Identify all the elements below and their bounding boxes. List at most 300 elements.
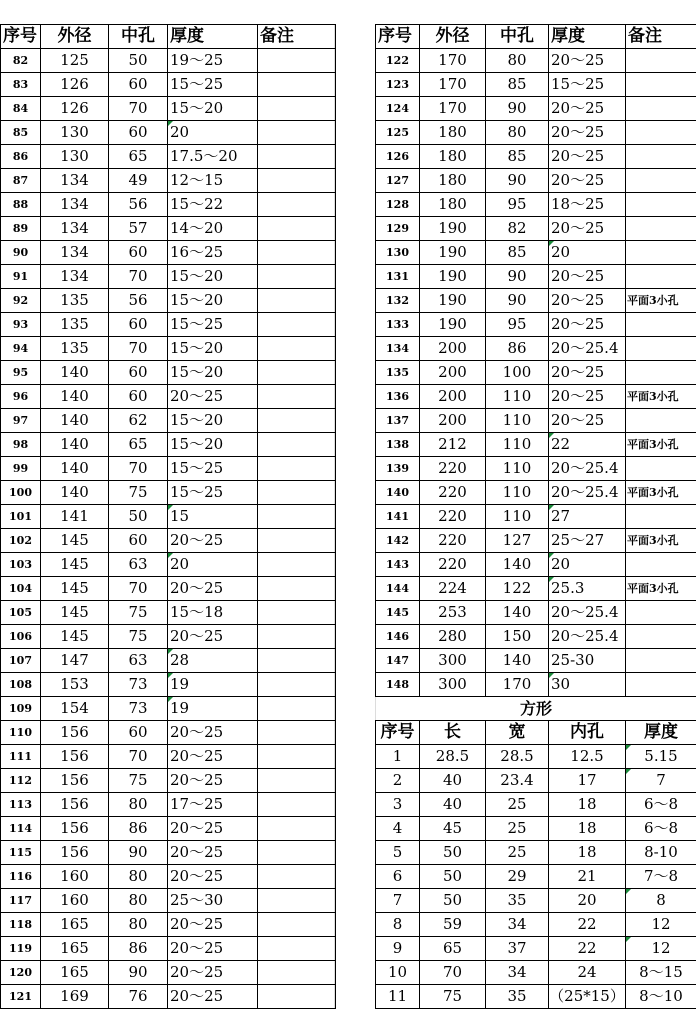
cell-seq: 137 — [376, 409, 420, 433]
cell-hole: 150 — [486, 625, 549, 649]
table-row — [1, 961, 336, 985]
cell-note — [258, 73, 336, 97]
cell-thickness: 20～25 — [549, 217, 626, 241]
cell-outer: 220 — [420, 481, 486, 505]
cell-hole: 70 — [109, 97, 168, 121]
cell-note — [626, 193, 696, 217]
cell-outer: 160 — [41, 889, 109, 913]
table-row — [1, 841, 336, 865]
cell-seq: 116 — [1, 865, 41, 889]
cell-seq: 96 — [1, 385, 41, 409]
cell-outer: 200 — [420, 409, 486, 433]
cell-outer: 180 — [420, 121, 486, 145]
cell-outer: 224 — [420, 577, 486, 601]
cell-hole: 90 — [109, 961, 168, 985]
cell-seq: 130 — [376, 241, 420, 265]
square-cell-length: 28.5 — [420, 745, 486, 769]
left-parts-table — [0, 24, 336, 1009]
cell-note: 平面3小孔 — [626, 385, 696, 409]
cell-outer: 135 — [41, 313, 109, 337]
cell-hole: 73 — [109, 697, 168, 721]
square-cell-seq: 2 — [376, 769, 420, 793]
cell-hole: 60 — [109, 721, 168, 745]
table-row — [376, 193, 696, 217]
square-cell-width: 37 — [486, 937, 549, 961]
cell-seq: 101 — [1, 505, 41, 529]
square-cell-inner-hole: 21 — [549, 865, 626, 889]
cell-note — [258, 457, 336, 481]
cell-seq: 83 — [1, 73, 41, 97]
square-column-header: 序号 — [376, 721, 420, 745]
cell-outer: 130 — [41, 121, 109, 145]
table-row — [1, 913, 336, 937]
cell-seq: 84 — [1, 97, 41, 121]
table-row — [1, 193, 336, 217]
cell-hole: 80 — [486, 49, 549, 73]
column-header: 序号 — [376, 25, 420, 49]
column-header: 外径 — [41, 25, 109, 49]
cell-thickness: 20～25 — [168, 913, 258, 937]
cell-note — [626, 169, 696, 193]
cell-outer: 140 — [41, 385, 109, 409]
cell-outer: 220 — [420, 529, 486, 553]
cell-thickness: 20～25 — [168, 625, 258, 649]
cell-note: 平面3小孔 — [626, 481, 696, 505]
cell-note — [258, 97, 336, 121]
cell-thickness: 19～25 — [168, 49, 258, 73]
square-cell-inner-hole: （25*15） — [549, 985, 626, 1009]
cell-note — [626, 73, 696, 97]
table-row — [1, 577, 336, 601]
square-cell-thickness: 6～8 — [626, 817, 696, 841]
table-row — [1, 145, 336, 169]
square-cell-length: 70 — [420, 961, 486, 985]
cell-outer: 140 — [41, 409, 109, 433]
table-row — [1, 241, 336, 265]
cell-outer: 170 — [420, 49, 486, 73]
cell-note — [258, 649, 336, 673]
cell-hole: 56 — [109, 193, 168, 217]
cell-hole: 82 — [486, 217, 549, 241]
cell-thickness: 20～25 — [549, 385, 626, 409]
square-cell-width: 34 — [486, 961, 549, 985]
cell-note — [258, 913, 336, 937]
cell-thickness: 28 — [168, 649, 258, 673]
square-cell-seq: 10 — [376, 961, 420, 985]
table-row — [376, 169, 696, 193]
cell-outer: 145 — [41, 553, 109, 577]
cell-hole: 60 — [109, 241, 168, 265]
cell-seq: 98 — [1, 433, 41, 457]
square-table-row — [376, 817, 696, 841]
square-cell-width: 28.5 — [486, 745, 549, 769]
cell-outer: 220 — [420, 553, 486, 577]
cell-seq: 91 — [1, 265, 41, 289]
cell-thickness: 20～25.4 — [549, 601, 626, 625]
cell-thickness: 20～25 — [168, 745, 258, 769]
cell-hole: 60 — [109, 361, 168, 385]
cell-hole: 110 — [486, 481, 549, 505]
cell-thickness: 16～25 — [168, 241, 258, 265]
cell-outer: 170 — [420, 97, 486, 121]
square-table-row — [376, 793, 696, 817]
cell-thickness: 20～25 — [168, 385, 258, 409]
cell-hole: 127 — [486, 529, 549, 553]
cell-thickness: 15～20 — [168, 97, 258, 121]
cell-seq: 95 — [1, 361, 41, 385]
cell-hole: 56 — [109, 289, 168, 313]
cell-hole: 110 — [486, 505, 549, 529]
cell-thickness: 20～25.4 — [549, 457, 626, 481]
cell-thickness: 25.3 — [549, 577, 626, 601]
cell-hole: 57 — [109, 217, 168, 241]
square-table-row — [376, 865, 696, 889]
cell-hole: 90 — [486, 169, 549, 193]
cell-thickness: 20～25 — [549, 361, 626, 385]
cell-hole: 60 — [109, 121, 168, 145]
table-row — [1, 457, 336, 481]
cell-seq: 147 — [376, 649, 420, 673]
table-row — [1, 865, 336, 889]
column-header: 备注 — [258, 25, 336, 49]
square-column-header: 内孔 — [549, 721, 626, 745]
cell-outer: 140 — [41, 361, 109, 385]
header-row — [376, 25, 696, 49]
table-row — [1, 817, 336, 841]
cell-seq: 145 — [376, 601, 420, 625]
cell-outer: 130 — [41, 145, 109, 169]
cell-thickness: 15～20 — [168, 361, 258, 385]
table-row — [1, 553, 336, 577]
cell-thickness: 30 — [549, 673, 626, 697]
square-cell-inner-hole: 18 — [549, 817, 626, 841]
cell-note — [626, 673, 696, 697]
cell-hole: 60 — [109, 529, 168, 553]
right-parts-table — [375, 24, 696, 1009]
cell-seq: 82 — [1, 49, 41, 73]
cell-seq: 127 — [376, 169, 420, 193]
square-column-header: 宽 — [486, 721, 549, 745]
cell-thickness: 20～25 — [549, 409, 626, 433]
square-cell-width: 34 — [486, 913, 549, 937]
cell-note: 平面3小孔 — [626, 529, 696, 553]
cell-hole: 70 — [109, 745, 168, 769]
cell-seq: 88 — [1, 193, 41, 217]
cell-outer: 134 — [41, 217, 109, 241]
cell-thickness: 15～25 — [549, 73, 626, 97]
cell-outer: 126 — [41, 73, 109, 97]
table-row — [1, 889, 336, 913]
cell-outer: 200 — [420, 337, 486, 361]
cell-outer: 156 — [41, 793, 109, 817]
column-header: 序号 — [1, 25, 41, 49]
cell-seq: 122 — [376, 49, 420, 73]
cell-seq: 109 — [1, 697, 41, 721]
cell-note: 平面3小孔 — [626, 289, 696, 313]
cell-seq: 104 — [1, 577, 41, 601]
cell-outer: 156 — [41, 841, 109, 865]
cell-hole: 50 — [109, 505, 168, 529]
cell-hole: 63 — [109, 553, 168, 577]
square-table-row — [376, 769, 696, 793]
cell-seq: 113 — [1, 793, 41, 817]
cell-hole: 85 — [486, 145, 549, 169]
cell-thickness: 20～25 — [549, 49, 626, 73]
square-table-row — [376, 889, 696, 913]
cell-note — [258, 193, 336, 217]
cell-outer: 200 — [420, 385, 486, 409]
cell-note — [258, 673, 336, 697]
cell-thickness: 20～25 — [549, 169, 626, 193]
table-row — [1, 481, 336, 505]
cell-outer: 134 — [41, 265, 109, 289]
cell-note — [626, 121, 696, 145]
cell-seq: 129 — [376, 217, 420, 241]
cell-outer: 169 — [41, 985, 109, 1009]
cell-outer: 165 — [41, 937, 109, 961]
square-cell-thickness: 7 — [626, 769, 696, 793]
table-row — [1, 625, 336, 649]
cell-seq: 148 — [376, 673, 420, 697]
cell-thickness: 25-30 — [549, 649, 626, 673]
cell-outer: 145 — [41, 529, 109, 553]
cell-seq: 119 — [1, 937, 41, 961]
cell-note: 平面3小孔 — [626, 433, 696, 457]
square-cell-length: 65 — [420, 937, 486, 961]
cell-note — [258, 697, 336, 721]
table-row — [1, 385, 336, 409]
cell-thickness: 14～20 — [168, 217, 258, 241]
cell-note — [626, 409, 696, 433]
cell-note — [258, 409, 336, 433]
cell-seq: 100 — [1, 481, 41, 505]
cell-outer: 200 — [420, 361, 486, 385]
cell-note — [258, 961, 336, 985]
cell-hole: 90 — [109, 841, 168, 865]
table-row — [376, 265, 696, 289]
cell-outer: 190 — [420, 289, 486, 313]
cell-thickness: 15～20 — [168, 337, 258, 361]
cell-outer: 134 — [41, 193, 109, 217]
table-row — [376, 73, 696, 97]
cell-thickness: 20 — [549, 553, 626, 577]
cell-note — [626, 625, 696, 649]
header-row — [1, 25, 336, 49]
cell-seq: 146 — [376, 625, 420, 649]
cell-seq: 89 — [1, 217, 41, 241]
cell-hole: 100 — [486, 361, 549, 385]
cell-seq: 115 — [1, 841, 41, 865]
cell-thickness: 20 — [168, 553, 258, 577]
cell-thickness: 17.5～20 — [168, 145, 258, 169]
cell-seq: 120 — [1, 961, 41, 985]
cell-thickness: 20～25 — [168, 817, 258, 841]
table-row — [376, 481, 696, 505]
cell-thickness: 15～18 — [168, 601, 258, 625]
square-cell-width: 25 — [486, 817, 549, 841]
cell-seq: 126 — [376, 145, 420, 169]
cell-thickness: 20～25.4 — [549, 625, 626, 649]
table-row — [1, 721, 336, 745]
cell-seq: 110 — [1, 721, 41, 745]
column-header: 备注 — [626, 25, 696, 49]
column-header: 厚度 — [168, 25, 258, 49]
cell-hole: 49 — [109, 169, 168, 193]
cell-thickness: 25～27 — [549, 529, 626, 553]
cell-hole: 110 — [486, 457, 549, 481]
column-header: 中孔 — [109, 25, 168, 49]
cell-note — [626, 649, 696, 673]
cell-hole: 60 — [109, 385, 168, 409]
cell-seq: 117 — [1, 889, 41, 913]
cell-outer: 140 — [41, 481, 109, 505]
cell-note — [258, 145, 336, 169]
cell-outer: 134 — [41, 241, 109, 265]
cell-note — [626, 361, 696, 385]
square-cell-thickness: 7～8 — [626, 865, 696, 889]
cell-note — [258, 361, 336, 385]
table-row — [376, 121, 696, 145]
square-cell-inner-hole: 24 — [549, 961, 626, 985]
cell-hole: 170 — [486, 673, 549, 697]
cell-hole: 60 — [109, 313, 168, 337]
table-row — [376, 625, 696, 649]
table-row — [376, 601, 696, 625]
cell-note — [258, 481, 336, 505]
cell-seq: 138 — [376, 433, 420, 457]
cell-outer: 140 — [41, 433, 109, 457]
square-table-row — [376, 985, 696, 1009]
cell-hole: 63 — [109, 649, 168, 673]
cell-note — [258, 385, 336, 409]
cell-hole: 85 — [486, 241, 549, 265]
square-cell-width: 25 — [486, 841, 549, 865]
table-row — [1, 649, 336, 673]
table-row — [1, 265, 336, 289]
square-cell-width: 23.4 — [486, 769, 549, 793]
cell-thickness: 20～25 — [549, 145, 626, 169]
cell-thickness: 15～25 — [168, 481, 258, 505]
square-cell-thickness: 8 — [626, 889, 696, 913]
cell-seq: 85 — [1, 121, 41, 145]
cell-hole: 85 — [486, 73, 549, 97]
table-row — [376, 409, 696, 433]
cell-outer: 141 — [41, 505, 109, 529]
square-cell-thickness: 8～15 — [626, 961, 696, 985]
cell-hole: 65 — [109, 433, 168, 457]
cell-seq: 106 — [1, 625, 41, 649]
table-row — [1, 217, 336, 241]
square-cell-width: 35 — [486, 985, 549, 1009]
cell-outer: 145 — [41, 625, 109, 649]
table-row — [376, 433, 696, 457]
square-cell-thickness: 12 — [626, 937, 696, 961]
table-row — [376, 217, 696, 241]
cell-outer: 180 — [420, 193, 486, 217]
cell-seq: 90 — [1, 241, 41, 265]
cell-note — [258, 601, 336, 625]
cell-seq: 111 — [1, 745, 41, 769]
square-cell-length: 75 — [420, 985, 486, 1009]
cell-outer: 145 — [41, 601, 109, 625]
cell-seq: 112 — [1, 769, 41, 793]
cell-thickness: 20～25 — [549, 289, 626, 313]
cell-outer: 212 — [420, 433, 486, 457]
cell-hole: 75 — [109, 481, 168, 505]
cell-seq: 105 — [1, 601, 41, 625]
cell-hole: 110 — [486, 433, 549, 457]
cell-hole: 80 — [109, 889, 168, 913]
square-table-row — [376, 841, 696, 865]
cell-hole: 50 — [109, 49, 168, 73]
cell-note — [626, 49, 696, 73]
cell-hole: 86 — [109, 937, 168, 961]
cell-thickness: 20～25 — [549, 97, 626, 121]
table-row — [1, 313, 336, 337]
cell-outer: 300 — [420, 649, 486, 673]
square-cell-thickness: 6～8 — [626, 793, 696, 817]
table-row — [1, 673, 336, 697]
cell-thickness: 15～20 — [168, 265, 258, 289]
cell-seq: 107 — [1, 649, 41, 673]
cell-seq: 134 — [376, 337, 420, 361]
square-cell-length: 50 — [420, 841, 486, 865]
cell-note — [258, 793, 336, 817]
table-row — [1, 169, 336, 193]
square-cell-inner-hole: 17 — [549, 769, 626, 793]
cell-hole: 62 — [109, 409, 168, 433]
table-row — [1, 529, 336, 553]
table-row — [1, 409, 336, 433]
cell-seq: 124 — [376, 97, 420, 121]
table-row — [1, 937, 336, 961]
table-row — [1, 793, 336, 817]
square-cell-width: 29 — [486, 865, 549, 889]
cell-thickness: 22 — [549, 433, 626, 457]
table-row — [1, 97, 336, 121]
square-header-row — [376, 721, 696, 745]
cell-hole: 110 — [486, 385, 549, 409]
square-table-row — [376, 961, 696, 985]
cell-seq: 141 — [376, 505, 420, 529]
cell-note — [258, 289, 336, 313]
cell-seq: 99 — [1, 457, 41, 481]
cell-hole: 140 — [486, 553, 549, 577]
cell-note — [626, 241, 696, 265]
table-row — [376, 673, 696, 697]
cell-note — [258, 49, 336, 73]
cell-hole: 90 — [486, 265, 549, 289]
square-cell-thickness: 8-10 — [626, 841, 696, 865]
cell-note — [626, 337, 696, 361]
table-row — [1, 121, 336, 145]
cell-thickness: 15～25 — [168, 73, 258, 97]
cell-outer: 220 — [420, 505, 486, 529]
cell-outer: 140 — [41, 457, 109, 481]
cell-thickness: 20～25 — [168, 721, 258, 745]
cell-hole: 75 — [109, 625, 168, 649]
table-row — [376, 385, 696, 409]
table-row — [376, 313, 696, 337]
cell-outer: 135 — [41, 337, 109, 361]
cell-outer: 145 — [41, 577, 109, 601]
cell-thickness: 20～25 — [168, 961, 258, 985]
square-cell-inner-hole: 18 — [549, 793, 626, 817]
square-section-title: 方形 — [519, 699, 552, 718]
cell-hole: 86 — [109, 817, 168, 841]
cell-thickness: 20～25 — [168, 937, 258, 961]
cell-hole: 140 — [486, 601, 549, 625]
